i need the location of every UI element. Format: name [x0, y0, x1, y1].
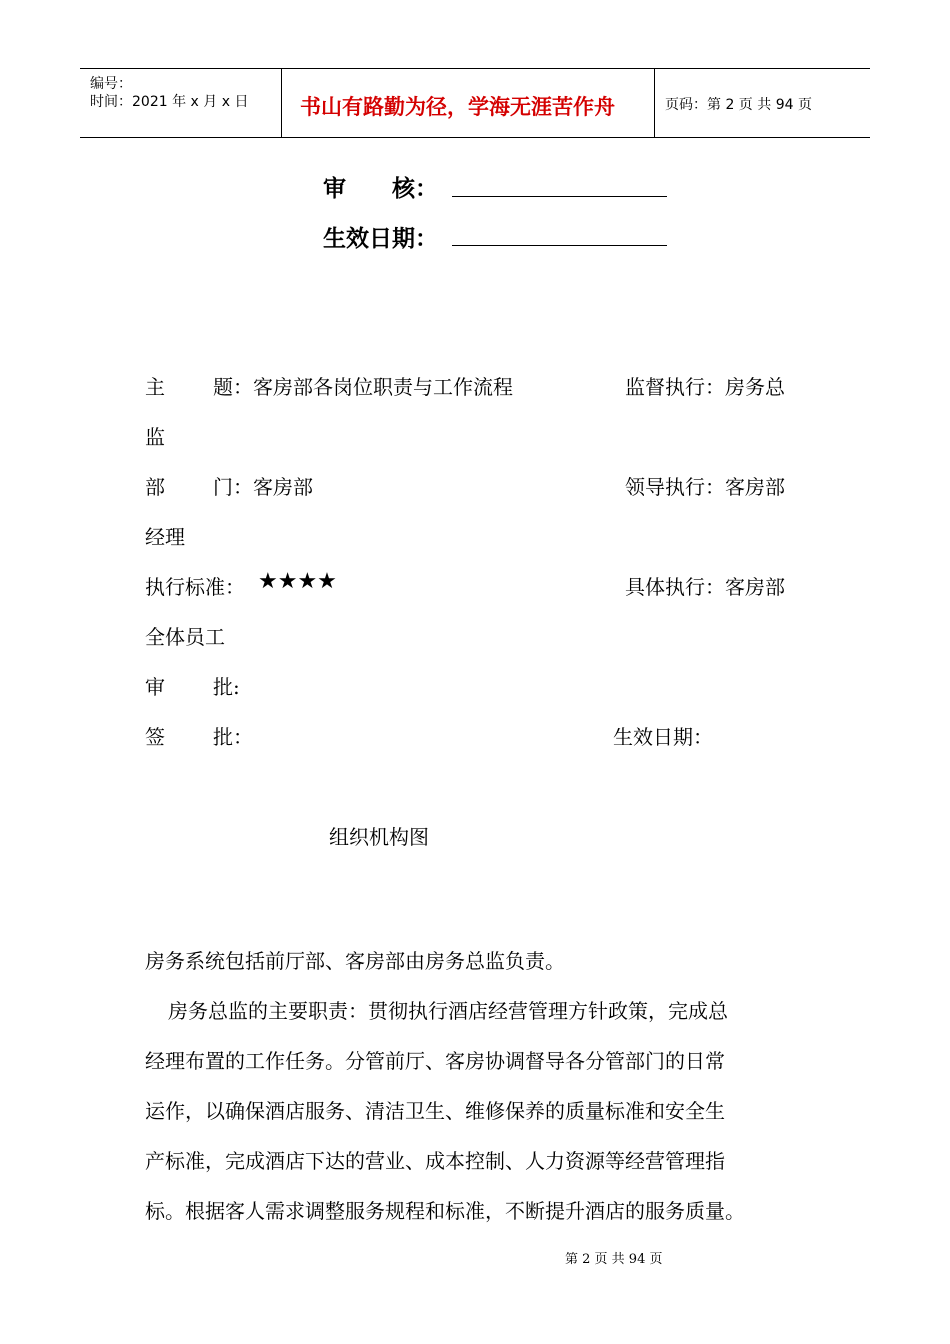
lead-exec: 领导执行：客房部: [625, 475, 785, 499]
approve-label-a: 审: [145, 675, 165, 699]
specific-exec: 具体执行：客房部: [625, 575, 785, 599]
paragraph-1: 房务系统包括前厅部、客房部由房务总监负责。: [145, 949, 565, 973]
subject-value: 题：客房部各岗位职责与工作流程: [213, 375, 513, 399]
header-divider-right: [654, 69, 655, 137]
approve-label-b: 批:: [213, 675, 240, 699]
effective-date-field: 生效日期：: [613, 725, 713, 749]
header-number-label: 编号：: [90, 76, 132, 92]
subject-label: 主: [145, 375, 165, 399]
effective-date-underline: [452, 245, 667, 246]
sign-label-b: 批：: [213, 725, 253, 749]
supervise-exec: 监督执行：房务总: [625, 375, 785, 399]
sign-label-a: 签: [145, 725, 165, 749]
paragraph-2-line-5: 标。根据客人需求调整服务规程和标准，不断提升酒店的服务质量。: [145, 1199, 745, 1223]
review-underline: [452, 196, 667, 197]
review-label: 审 核：: [323, 176, 438, 202]
standard-stars: ★★★★: [258, 569, 337, 594]
standard-label: 执行标准：: [145, 575, 245, 599]
specific-exec-wrap: 全体员工: [145, 625, 225, 649]
dept-label: 部: [145, 475, 165, 499]
paragraph-2-line-1: 房务总监的主要职责：贯彻执行酒店经营管理方针政策，完成总: [168, 999, 728, 1023]
org-chart-title: 组织机构图: [329, 825, 429, 849]
supervise-exec-wrap: 监: [145, 425, 165, 449]
paragraph-2-line-3: 运作，以确保酒店服务、清洁卫生、维修保养的质量标准和安全生: [145, 1099, 725, 1123]
lead-exec-wrap: 经理: [145, 525, 185, 549]
page-footer: 第 2 页 共 94 页: [565, 1252, 663, 1267]
header-divider-left: [281, 69, 282, 137]
paragraph-2-line-2: 经理布置的工作任务。分管前厅、客房协调督导各分管部门的日常: [145, 1049, 725, 1073]
dept-value: 门：客房部: [213, 475, 313, 499]
effective-date-label: 生效日期：: [323, 226, 438, 252]
header-time-label: 时间：2021 年 x 月 x 日: [90, 94, 249, 110]
paragraph-2-line-4: 产标准，完成酒店下达的营业、成本控制、人力资源等经营管理指: [145, 1149, 725, 1173]
header-table: [80, 68, 870, 138]
header-page-info: 页码：第 2 页 共 94 页: [665, 97, 812, 113]
header-motto: 书山有路勤为径，学海无涯苦作舟: [300, 95, 615, 119]
